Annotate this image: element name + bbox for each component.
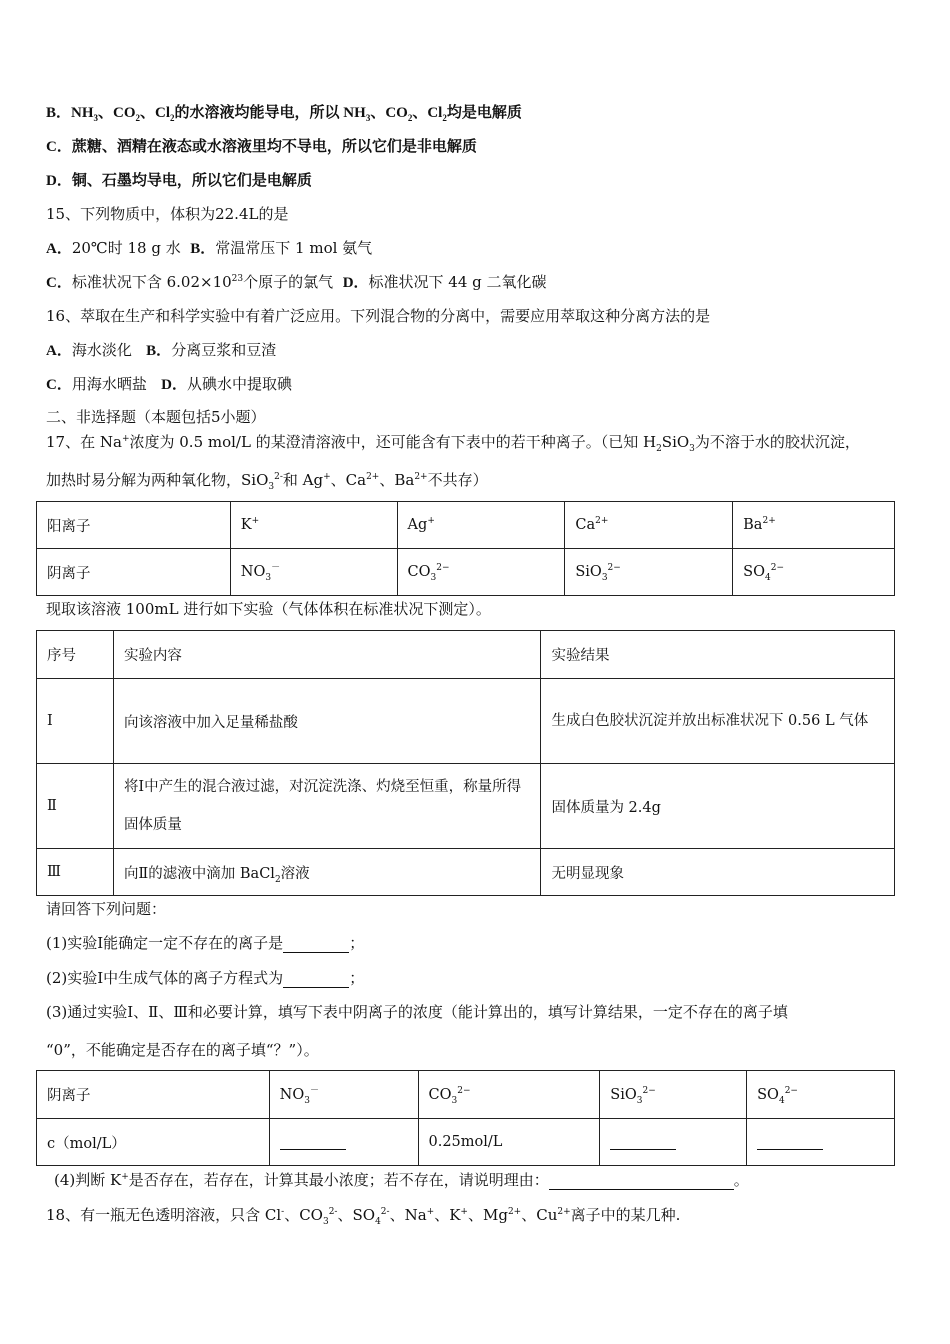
- exp-result: 生成白色胶状沉淀并放出标准状况下 0.56 L 气体: [541, 679, 895, 764]
- row-header: 阴离子: [37, 549, 231, 596]
- ion-cell: [565, 549, 733, 596]
- subscript: 2: [442, 113, 447, 123]
- superscript: 2+: [366, 472, 380, 482]
- option-label: D．: [342, 275, 369, 291]
- exp-no: Ⅱ: [37, 764, 114, 849]
- superscript: +: [121, 1172, 129, 1182]
- option-label: D．: [161, 377, 188, 393]
- text: 浓度为 0.5 mol/L 的某澄清溶液中，还可能含有下表中的若干种离子。（已知 H: [129, 433, 657, 451]
- ion-subscript: 3: [636, 1095, 643, 1106]
- ion-charge: 2−: [770, 563, 784, 574]
- sub-question-1: [46, 933, 364, 953]
- answer-blank[interactable]: [283, 971, 349, 988]
- ion-charge: 2−: [642, 1085, 656, 1096]
- ion-base: NO: [279, 1086, 305, 1103]
- ion-cell: [269, 1071, 418, 1119]
- option-text: 常温常压下 1 mol 氨气: [215, 239, 373, 257]
- option-label: B．: [190, 241, 216, 257]
- ion-table: [36, 501, 895, 596]
- option-text: 个原子的氯气: [243, 273, 334, 291]
- text: 、CO: [370, 105, 408, 121]
- ion-base: NO: [240, 564, 266, 580]
- ion-charge: －: [271, 563, 281, 574]
- subscript: 3: [689, 444, 695, 454]
- superscript: 2-: [274, 472, 283, 482]
- option-text: 蔗糖、酒精在液态或水溶液里均不导电，所以它们是非电解质: [71, 139, 477, 155]
- subscript: 3: [322, 1217, 329, 1227]
- ion-base: SiO: [610, 1086, 637, 1103]
- ion-base: SO: [757, 1086, 779, 1103]
- experiment-row: [37, 849, 895, 896]
- option-label: C．: [46, 275, 72, 291]
- experiment-row: [37, 764, 895, 849]
- ion-cell: [565, 502, 733, 549]
- q14-option-b: [46, 102, 522, 123]
- q15-options-cd: [46, 272, 547, 293]
- option-text: 标准状况下含 6.02×10: [71, 273, 232, 291]
- text: 、Cl: [412, 105, 443, 121]
- subscript: 3: [93, 113, 99, 123]
- option-text: 20℃时 18 g 水: [71, 239, 181, 257]
- text: (1)实验Ⅰ能确定一定不存在的离子是: [46, 934, 284, 952]
- ion-cell: [230, 502, 397, 549]
- q17-stem-line1: [46, 432, 860, 452]
- text: 向Ⅱ的滤液中滴加 BaCl: [123, 865, 275, 882]
- q15-stem: 15、下列物质中，体积为22.4L的是: [46, 205, 289, 223]
- cation-row: [37, 502, 895, 549]
- option-text: 铜、石墨均导电，所以它们是电解质: [71, 173, 312, 189]
- answer-blank[interactable]: [280, 1135, 346, 1150]
- conc-cell[interactable]: [747, 1119, 895, 1166]
- text: 、K: [434, 1206, 461, 1224]
- conc-header-row: [37, 1071, 895, 1119]
- ion-cell: [733, 549, 895, 596]
- ion-subscript: 4: [778, 1095, 785, 1106]
- ion-subscript: 4: [764, 572, 771, 583]
- text: ；: [349, 969, 365, 987]
- subscript: 2: [274, 874, 281, 885]
- ion-base: SiO: [575, 564, 602, 580]
- text: NH: [71, 105, 94, 121]
- text: 17、在 Na: [46, 433, 122, 451]
- ion-charge: 2+: [595, 516, 609, 527]
- superscript: 2+: [557, 1207, 571, 1217]
- option-text: 标准状况下 44 g 二氧化碳: [368, 273, 547, 291]
- superscript: 2+: [507, 1207, 522, 1217]
- ion-cell: [397, 502, 565, 549]
- subscript: 2: [656, 444, 662, 454]
- superscript: +: [426, 1207, 435, 1217]
- option-label: D．: [46, 173, 72, 189]
- exp-content: 向该溶液中加入足量稀盐酸: [113, 679, 541, 764]
- concentration-table: [36, 1070, 895, 1166]
- row-header: 阴离子: [37, 1071, 270, 1119]
- text: 为不溶于水的胶状沉淀，: [694, 433, 860, 451]
- subscript: 2: [135, 113, 141, 123]
- ion-base: CO: [428, 1086, 452, 1103]
- option-label: B．: [146, 343, 172, 359]
- superscript: 2-: [380, 1207, 390, 1217]
- text: SiO: [661, 433, 690, 451]
- anion-row: [37, 549, 895, 596]
- answer-blank[interactable]: [757, 1135, 823, 1150]
- col-header-content: 实验内容: [113, 631, 541, 679]
- text: (2)实验Ⅰ中生成气体的离子方程式为: [46, 969, 284, 987]
- text: 。: [733, 1171, 749, 1189]
- ion-base: Ag: [407, 517, 428, 533]
- text: 、Cl: [140, 105, 171, 121]
- row-header: c（mol/L）: [37, 1119, 270, 1166]
- ion-cell: [600, 1071, 747, 1119]
- text: 、CO: [98, 105, 136, 121]
- text: 加热时易分解为两种氧化物，SiO: [46, 471, 269, 489]
- text: 、CO: [284, 1206, 323, 1224]
- text: 和 Ag: [282, 471, 324, 489]
- answer-blank[interactable]: [610, 1135, 676, 1150]
- text: 均是电解质: [446, 105, 522, 121]
- conc-value-row: [37, 1119, 895, 1166]
- ion-base: SO: [743, 564, 765, 580]
- ion-charge: 2−: [784, 1085, 798, 1096]
- option-text: 海水淡化: [71, 341, 132, 359]
- text: (4)判断 K: [54, 1171, 122, 1189]
- ion-charge: －: [309, 1085, 319, 1096]
- ion-charge: 2−: [436, 563, 450, 574]
- subscript: 4: [375, 1217, 381, 1227]
- subscript: 2: [170, 113, 175, 123]
- option-text: 从碘水中提取碘: [187, 375, 293, 393]
- subscript: 3: [268, 482, 275, 492]
- superscript: +: [121, 434, 130, 444]
- ion-cell: [230, 549, 397, 596]
- option-text: 用海水晒盐: [71, 375, 147, 393]
- text: 的水溶液均能导电，所以 NH: [174, 105, 366, 121]
- sub-question-4: [54, 1170, 749, 1190]
- ion-subscript: 3: [451, 1095, 458, 1106]
- ion-charge: 2−: [607, 563, 621, 574]
- text: 18、有一瓶无色透明溶液，只含 Cl: [46, 1206, 282, 1224]
- exp-result: 无明显现象: [541, 849, 895, 896]
- conc-cell[interactable]: [269, 1119, 418, 1166]
- row-header: 阳离子: [37, 502, 231, 549]
- exp-content: [113, 849, 541, 896]
- col-header-result: 实验结果: [541, 631, 895, 679]
- experiment-row: [37, 679, 895, 764]
- text: 、Ba: [379, 471, 415, 489]
- text: 、SO: [337, 1206, 376, 1224]
- ion-cell: [747, 1071, 895, 1119]
- answer-prompt: 请回答下列问题：: [46, 900, 167, 918]
- q14-option-d: [46, 170, 312, 191]
- q18-stem: [46, 1205, 680, 1225]
- option-label: C．: [46, 139, 72, 155]
- superscript: +: [460, 1207, 468, 1217]
- subscript: 3: [365, 113, 371, 123]
- experiment-intro: 现取该溶液 100mL 进行如下实验（气体体积在标准状况下测定）。: [46, 600, 491, 618]
- ion-subscript: 3: [601, 572, 608, 583]
- option-label: B．: [46, 105, 72, 121]
- text: 、Cu: [521, 1206, 558, 1224]
- ion-subscript: 3: [265, 572, 272, 583]
- text: 不共存）: [427, 471, 488, 489]
- ion-cell: [733, 502, 895, 549]
- answer-blank[interactable]: [549, 1173, 734, 1190]
- ion-charge: 2+: [762, 516, 776, 527]
- sub-question-3-line1: (3)通过实验Ⅰ、Ⅱ、Ⅲ和必要计算，填写下表中阴离子的浓度（能计算出的，填写计算结果，一定不存在的离子填: [46, 1003, 788, 1021]
- ion-subscript: 3: [430, 572, 437, 583]
- q15-options-ab: [46, 238, 372, 259]
- experiment-table: [36, 630, 895, 896]
- text: 溶液: [280, 865, 310, 882]
- text: 离子中的某几种.: [570, 1206, 681, 1224]
- experiment-header-row: [37, 631, 895, 679]
- option-label: A．: [46, 343, 72, 359]
- option-label: A．: [46, 241, 72, 257]
- exp-content: 将Ⅰ中产生的混合液过滤，对沉淀洗涤、灼烧至恒重，称量所得固体质量: [113, 764, 541, 849]
- q14-option-c: [46, 136, 477, 157]
- conc-cell[interactable]: [600, 1119, 747, 1166]
- q16-options-cd: [46, 374, 292, 395]
- exp-no: Ⅲ: [37, 849, 114, 896]
- ion-base: K: [240, 517, 252, 533]
- option-label: C．: [46, 377, 72, 393]
- ion-base: CO: [407, 564, 431, 580]
- q16-stem: 16、萃取在生产和科学实验中有着广泛应用。下列混合物的分离中，需要应用萃取这种分离方法的是: [46, 307, 711, 325]
- text: 、Na: [389, 1206, 427, 1224]
- ion-charge: 2−: [457, 1085, 471, 1096]
- exp-result: 固体质量为 2.4g: [541, 764, 895, 849]
- sub-question-3-line2: “0”，不能确定是否存在的离子填“？”）。: [46, 1041, 319, 1059]
- ion-charge: +: [427, 516, 435, 527]
- ion-cell: [418, 1071, 600, 1119]
- answer-blank[interactable]: [283, 936, 349, 953]
- superscript: +: [323, 472, 331, 482]
- ion-cell: [397, 549, 565, 596]
- ion-charge: +: [251, 516, 260, 527]
- text: 、Ca: [330, 471, 367, 489]
- section-title: 二、非选择题（本题包括5小题）: [46, 408, 266, 426]
- ion-base: Ca: [575, 517, 596, 533]
- sub-question-2: [46, 968, 364, 988]
- ion-subscript: 3: [304, 1095, 310, 1106]
- q17-stem-line2: [46, 470, 488, 490]
- option-text: 分离豆浆和豆渣: [171, 341, 277, 359]
- ion-base: Ba: [743, 517, 763, 533]
- exp-no: Ⅰ: [37, 679, 114, 764]
- text: ；: [349, 934, 365, 952]
- superscript: 2-: [328, 1207, 338, 1217]
- text: 、Mg: [467, 1206, 508, 1224]
- superscript: 2+: [414, 472, 428, 482]
- conc-cell: 0.25mol/L: [418, 1119, 600, 1166]
- q16-options-ab: [46, 340, 276, 361]
- superscript: -: [281, 1207, 285, 1217]
- superscript: 23: [231, 274, 244, 284]
- text: 是否存在，若存在，计算其最小浓度；若不存在，请说明理由：: [128, 1171, 549, 1189]
- subscript: 2: [407, 113, 413, 123]
- col-header-no: 序号: [37, 631, 114, 679]
